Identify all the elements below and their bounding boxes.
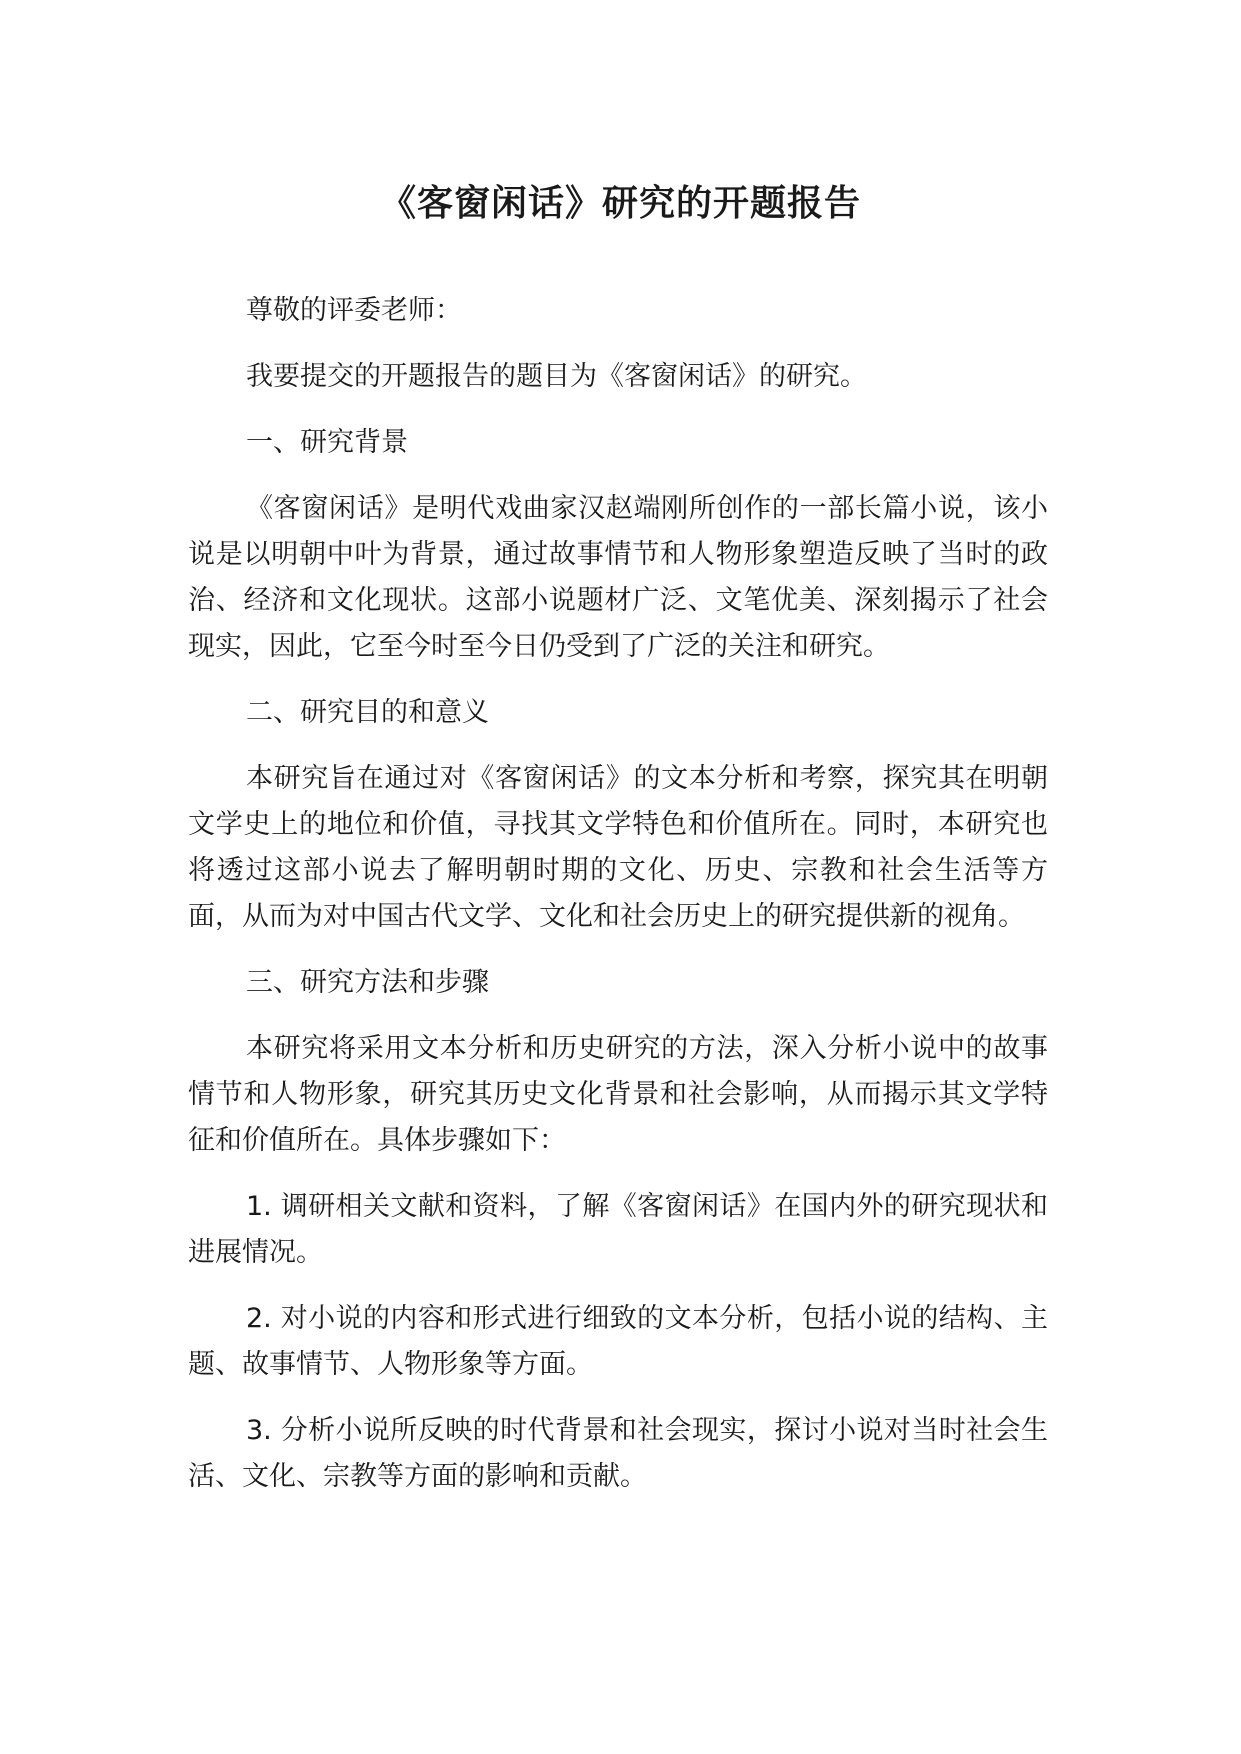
document-title: 《客窗闲话》研究的开题报告 <box>379 183 861 224</box>
document-body <box>188 288 1048 1520</box>
purpose-paragraph: 本研究旨在通过对《客窗闲话》的文本分析和考察，探究其在明朝文学史上的地位和价值，寻找其文学特色和价值所在。同时，本研究也将透过这部小说去了解明朝时期的文化、历史、宗教和社会生活等方面，从而为对中国古代文学、文化和社会历史上的研究提供新的视角。 <box>188 763 1048 932</box>
step-3: 3. 分析小说所反映的时代背景和社会现实，探讨小说对当时社会生活、文化、宗教等方面的影响和贡献。 <box>188 1415 1048 1492</box>
step-2: 2. 对小说的内容和形式进行细致的文本分析，包括小说的结构、主题、故事情节、人物形象等方面。 <box>188 1303 1048 1380</box>
methods-paragraph: 本研究将采用文本分析和历史研究的方法，深入分析小说中的故事情节和人物形象，研究其历史文化背景和社会影响，从而揭示其文学特征和价值所在。具体步骤如下： <box>188 1033 1048 1156</box>
background-paragraph: 《客窗闲话》是明代戏曲家汉赵端刚所创作的一部长篇小说，该小说是以明朝中叶为背景，通过故事情节和人物形象塑造反映了当时的政治、经济和文化现状。这部小说题材广泛、文笔优美、深刻揭示了社会现实，因此，它至今时至今日仍受到了广泛的关注和研究。 <box>188 493 1048 662</box>
step-1: 1. 调研相关文献和资料，了解《客窗闲话》在国内外的研究现状和进展情况。 <box>188 1191 1048 1268</box>
section-heading-methods: 三、研究方法和步骤 <box>246 967 489 998</box>
salutation: 尊敬的评委老师： <box>246 295 462 326</box>
section-heading-background: 一、研究背景 <box>246 427 408 458</box>
section-heading-purpose: 二、研究目的和意义 <box>246 697 489 728</box>
intro-paragraph: 我要提交的开题报告的题目为《客窗闲话》的研究。 <box>246 361 867 392</box>
